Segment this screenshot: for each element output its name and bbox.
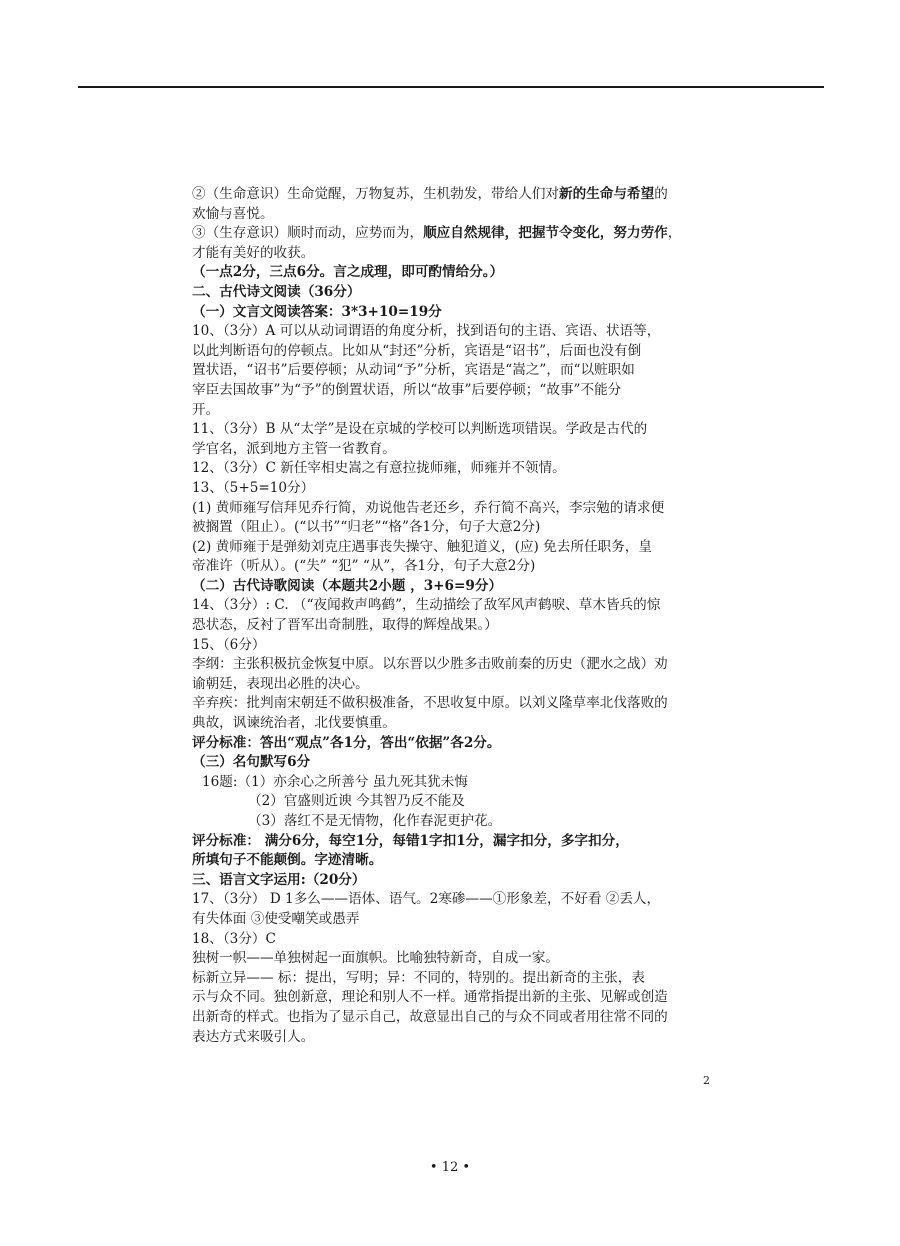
text-segment: 表达方式来吸引人。 (192, 1028, 315, 1045)
text-segment: （二）古代诗歌阅读（本题共2小题 ，3+6=9分） (192, 577, 503, 594)
page-number: • 12 • (429, 1160, 471, 1175)
text-segment: (1) 黄师雍写信拜见乔行简，劝说他告老还乡，乔行简不高兴，李宗勉的请求便 (192, 499, 665, 516)
text-line (192, 714, 712, 734)
text-line (192, 616, 712, 636)
text-line (192, 655, 712, 675)
text-segment: 有失体面 ③使受嘲笑或愚弄 (192, 910, 360, 927)
text-line (192, 694, 712, 714)
text-segment: 谕朝廷，表现出必胜的决心。 (192, 675, 369, 692)
text-line (192, 792, 712, 812)
text-line (192, 812, 712, 832)
text-segment: 10、（3分）A 可以从动词谓语的角度分析，找到语句的主语、宾语、状语等， (192, 323, 661, 340)
text-line (192, 577, 712, 597)
text-line (192, 753, 712, 773)
text-line (192, 596, 712, 616)
text-line (192, 949, 712, 969)
text-line (192, 734, 712, 754)
text-line (192, 420, 712, 440)
text-line (192, 342, 712, 362)
text-segment: 帝准许（听从）。(“失” “犯” “从”，各1分，句子大意2分) (192, 558, 536, 575)
text-line (192, 1028, 712, 1048)
text-segment: 14、（3分）: C. （“夜闻救声鸣鹤”，生动描绘了敌军风声鹤唳、草木皆兵的惊 (192, 597, 661, 614)
text-line (192, 459, 712, 479)
text-segment: 独树一帜——单独树起一面旗帜。比喻独特新奇，自成一家。 (192, 950, 560, 967)
inner-page-number: 2 (703, 1074, 710, 1087)
text-line (192, 851, 712, 871)
text-segment: 学官名，派到地方主管一省教育。 (192, 440, 396, 457)
answer-text-body (192, 185, 712, 1047)
text-segment: 辛弃疾：批判南宋朝廷不做积极准备，不思收复中原。以刘义隆草率北伐落败的 (192, 695, 668, 712)
text-segment: 三、语言文字运用:（20分） (192, 871, 366, 888)
text-line (192, 1008, 712, 1028)
text-segment: 置状语，“诏书”后要停顿；从动词“予”分析，宾语是“嵩之”，而“以赃职如 (192, 362, 635, 379)
text-line (192, 205, 712, 225)
text-line (192, 244, 712, 264)
text-segment: 李纲：主张积极抗金恢复中原。以东晋以少胜多击败前秦的历史（淝水之战）劝 (192, 656, 668, 673)
text-line (192, 401, 712, 421)
text-line (192, 224, 712, 244)
text-segment: 17、（3分） D 1多么——语体、语气。2寒碜——①形象差，不好看 ②丢人， (192, 891, 661, 908)
text-segment: 12、（3分）C 新任宰相史嵩之有意拉拢师雍，师雍并不领情。 (192, 460, 566, 477)
text-line (192, 557, 712, 577)
text-segment: 新的生命与希望 (559, 186, 655, 202)
text-line (192, 263, 712, 283)
text-line (192, 675, 712, 695)
text-segment: 标新立异—— 标：提出，写明；异：不同的，特别的。提出新奇的主张，表 (192, 969, 645, 986)
text-line (192, 479, 712, 499)
text-segment: 被搁置（阻止）。(“以书”“归老”“格”各1分，句子大意2分) (192, 519, 541, 536)
text-segment: 所填句子不能颠倒。字迹清晰。 (192, 852, 383, 869)
text-line (192, 322, 712, 342)
text-segment: 宰臣去国故事”为“予”的倒置状语，所以“故事”后要停顿；“故事”不能分 (192, 381, 622, 398)
text-segment: 评分标准： 满分6分，每空1分，每错1字扣1分，漏字扣分，多字扣分， (192, 832, 629, 849)
text-line (192, 988, 712, 1008)
text-line (192, 185, 712, 205)
text-segment: 11、（3分）B 从“太学”是设在京城的学校可以判断选项错误。学政是古代的 (192, 421, 648, 438)
text-line (192, 773, 712, 793)
text-segment: 典故，讽谏统治者，北伐要慎重。 (192, 715, 396, 732)
text-line (192, 361, 712, 381)
header-rule (78, 86, 824, 88)
text-line (192, 636, 712, 656)
text-segment: 的 (654, 186, 668, 202)
text-segment: （三）名句默写6分 (192, 754, 311, 771)
text-line (192, 538, 712, 558)
text-segment: （3）落红不是无情物，化作春泥更护花。 (248, 813, 502, 829)
text-segment: 顺应自然规律，把握节令变化，努力劳作 (423, 225, 668, 242)
text-segment: 欢愉与喜悦。 (192, 205, 274, 222)
text-line (192, 303, 712, 323)
text-line (192, 381, 712, 401)
text-segment: 示与众不同。独创新意，理论和别人不一样。通常指提出新的主张、见解或创造 (192, 989, 668, 1006)
text-segment: 恐状态，反衬了晋军出奇制胜，取得的辉煌战果。） (192, 617, 498, 634)
text-segment: (2) 黄师雍于是弹劾刘克庄遇事丧失操守、触犯道义，(应) 免去所任职务，皇 (192, 538, 652, 555)
text-segment: 18、（3分）C (192, 930, 276, 947)
text-segment: （一）文言文阅读答案：3*3+10=19分 (192, 303, 442, 320)
text-line (192, 499, 712, 519)
text-segment: 16题:（1）亦余心之所善兮 虽九死其犹未悔 (202, 773, 468, 790)
text-segment: 以此判断语句的停顿点。比如从“封还”分析，宾语是“诏书”，后面也没有倒 (192, 342, 642, 359)
text-segment: （2）官盛则近谀 今其智乃反不能及 (248, 793, 465, 810)
text-line (192, 890, 712, 910)
text-segment: 开。 (192, 401, 220, 418)
text-line (192, 969, 712, 989)
text-line (192, 930, 712, 950)
text-segment: ， (667, 225, 682, 242)
text-segment: 才能有美好的收获。 (192, 244, 315, 261)
text-line (192, 871, 712, 891)
text-segment: 15、（6分） (192, 636, 266, 653)
text-segment: ②（生命意识）生命觉醒，万物复苏，生机勃发，带给人们对 (192, 186, 560, 202)
text-line (192, 518, 712, 538)
text-segment: 13、（5+5=10分） (192, 479, 315, 496)
text-line (192, 440, 712, 460)
text-line (192, 283, 712, 303)
text-segment: 二、古代诗文阅读（36分） (192, 283, 361, 300)
text-segment: （一点2分，三点6分。言之成理，即可酌情给分。） (192, 264, 504, 281)
text-segment: ③（生存意识）顺时而动，应势而为， (192, 225, 424, 242)
text-segment: 出新奇的样式。也指为了显示自己，故意显出自己的与众不同或者用往常不同的 (192, 1008, 668, 1025)
text-line (192, 832, 712, 852)
text-line (192, 910, 712, 930)
text-segment: 评分标准：答出“观点”各1分，答出“依据”各2分。 (192, 734, 501, 751)
